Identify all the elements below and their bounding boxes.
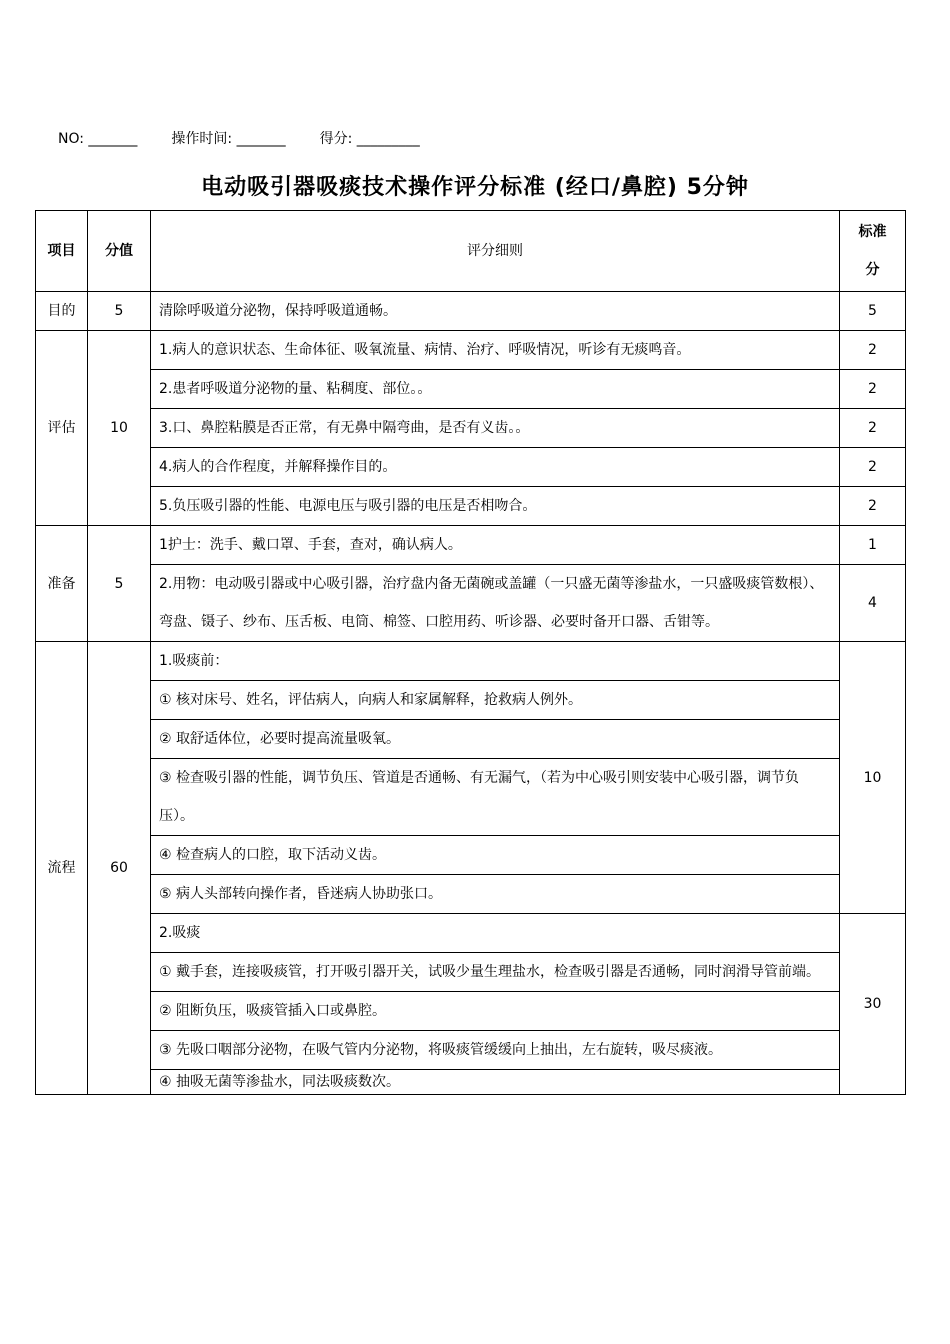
- row-detail: ⑤ 病人头部转向操作者，昏迷病人协助张口。: [151, 875, 840, 914]
- table-row: [36, 370, 906, 409]
- table-row: [36, 642, 906, 681]
- table-row: [36, 681, 906, 720]
- row-detail: 1.吸痰前：: [151, 642, 840, 681]
- row-item: 准备: [36, 526, 88, 642]
- row-detail: 2.吸痰: [151, 914, 840, 953]
- col-header-detail: 评分细则: [151, 211, 840, 292]
- table-row: [36, 992, 906, 1031]
- row-std: 30: [840, 914, 906, 1095]
- row-detail: 4.病人的合作程度，并解释操作目的。: [151, 448, 840, 487]
- col-header-std-line2: 分: [865, 262, 880, 278]
- form-header: [58, 128, 420, 148]
- row-points: 60: [88, 642, 151, 1095]
- serial-number-field: NO: _______: [58, 131, 138, 147]
- col-header-item: 项目: [36, 211, 88, 292]
- row-std: 4: [840, 565, 906, 642]
- table-row: [36, 836, 906, 875]
- operation-time-field: 操作时间: _______: [171, 131, 286, 147]
- table-row: [36, 487, 906, 526]
- row-detail: 5.负压吸引器的性能、电源电压与吸引器的电压是否相吻合。: [151, 487, 840, 526]
- table-row: [36, 409, 906, 448]
- table-row: [36, 526, 906, 565]
- row-detail: 2.用物：电动吸引器或中心吸引器，治疗盘内备无菌碗或盖罐（一只盛无菌等渗盐水，一只盛吸痰管数根）、弯盘、镊子、纱布、压舌板、电筒、棉签、口腔用药、听诊器、必要时备开口器、舌钳等。: [151, 565, 840, 642]
- row-detail: ② 阻断负压，吸痰管插入口或鼻腔。: [151, 992, 840, 1031]
- table-row: [36, 914, 906, 953]
- row-item: 流程: [36, 642, 88, 1095]
- row-std: 5: [840, 292, 906, 331]
- table-row: [36, 720, 906, 759]
- row-points: 5: [88, 292, 151, 331]
- table-row: [36, 565, 906, 642]
- page-title: 电动吸引器吸痰技术操作评分标准 (经口/鼻腔) 5分钟: [201, 175, 749, 200]
- table-row: [36, 292, 906, 331]
- table-header-row: [36, 211, 906, 292]
- table-row: [36, 759, 906, 836]
- row-detail: 3.口、鼻腔粘膜是否正常，有无鼻中隔弯曲，是否有义齿。。: [151, 409, 840, 448]
- row-detail: ③ 检查吸引器的性能，调节负压、管道是否通畅、有无漏气，（若为中心吸引则安装中心吸引器，调节负压）。: [151, 759, 840, 836]
- table-row: [36, 953, 906, 992]
- row-detail: 1护士：洗手、戴口罩、手套，查对，确认病人。: [151, 526, 840, 565]
- row-detail: ④ 检查病人的口腔，取下活动义齿。: [151, 836, 840, 875]
- row-std: 10: [840, 642, 906, 914]
- row-std: 2: [840, 448, 906, 487]
- row-detail: ② 取舒适体位，必要时提高流量吸氧。: [151, 720, 840, 759]
- row-std: 1: [840, 526, 906, 565]
- scoring-table: [35, 210, 906, 1095]
- col-header-std-line1: 标准: [858, 224, 887, 240]
- row-item: 评估: [36, 331, 88, 526]
- row-detail: 清除呼吸道分泌物，保持呼吸道通畅。: [151, 292, 840, 331]
- row-points: 5: [88, 526, 151, 642]
- row-detail: 2.患者呼吸道分泌物的量、粘稠度、部位。。: [151, 370, 840, 409]
- row-std: 2: [840, 331, 906, 370]
- table-row: [36, 331, 906, 370]
- table-row: [36, 875, 906, 914]
- row-std: 2: [840, 487, 906, 526]
- table-row: [36, 1070, 906, 1095]
- row-item: 目的: [36, 292, 88, 331]
- row-std: 2: [840, 370, 906, 409]
- row-std: 2: [840, 409, 906, 448]
- table-row: [36, 448, 906, 487]
- row-detail: ① 核对床号、姓名，评估病人，向病人和家属解释，抢救病人例外。: [151, 681, 840, 720]
- row-detail: ③ 先吸口咽部分泌物，在吸气管内分泌物，将吸痰管缓缓向上抽出，左右旋转，吸尽痰液。: [151, 1031, 840, 1070]
- col-header-std: [840, 211, 906, 292]
- row-detail: 1.病人的意识状态、生命体征、吸氧流量、病情、治疗、呼吸情况，听诊有无痰鸣音。: [151, 331, 840, 370]
- row-detail: ① 戴手套，连接吸痰管，打开吸引器开关，试吸少量生理盐水，检查吸引器是否通畅，同时润滑导管前端。: [151, 953, 840, 992]
- score-field: 得分: _________: [319, 131, 420, 147]
- row-detail: ④ 抽吸无菌等渗盐水，同法吸痰数次。: [151, 1070, 840, 1095]
- row-points: 10: [88, 331, 151, 526]
- table-row: [36, 1031, 906, 1070]
- col-header-points: 分值: [88, 211, 151, 292]
